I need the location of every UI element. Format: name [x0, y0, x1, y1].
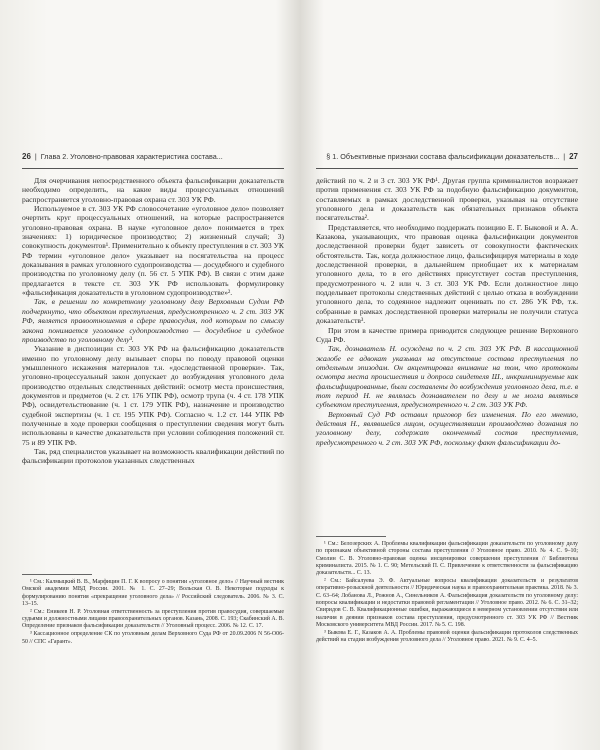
paragraph: При этом в качестве примера приводится следующее решение Верховного Суда РФ. [316, 325, 578, 344]
paragraph: Так, ряд специалистов указывает на возможность квалификации действий по фальсификации протоколов указанных следственных [22, 446, 284, 466]
left-page-header: 26 | Глава 2. Уголовно-правовая характеристика состава... [22, 152, 223, 161]
paragraph: Указание в диспозиции ст. 303 УК РФ на фальсификацию доказательств именно по уголовному делу вызывает споры по поводу правовой оценки умышленного искажения материалов т.н. «доследственной проверки». Так, уголовно-процессуальный закон допускает до возбуждения уголовного дела производство отдельных следственных действий: осмотр места происшествия, документов и предметов (ч. 2 ст. 176 УПК РФ), осмотр трупа (ч. 4 ст. 178 УПК РФ), освидетельствование (ч. 1 ст. 179 УПК РФ), назначение и производство судебной экспертизы (ч. 1 ст. 195 УПК РФ). Согласно ч. 1.2 ст. 144 УПК РФ полученные в ходе проверки сообщения о преступлении сведения могут быть использованы в качестве доказательств при условии соблюдения положений ст. 75 и 89 УПК РФ. [22, 344, 284, 447]
paragraph: Так, в решении по конкретному уголовному делу Верховным Судом РФ подчеркнуто, что объектом преступления, предусмотренного ч. 2 ст. 303 УК РФ, является правоотношения в сфере правосудия, под которым по смыслу закона понимается уголовное судопроизводство — досудебное и судебное производство по уголовному делу³. [22, 297, 284, 344]
right-page-number: 27 [569, 152, 578, 161]
paragraph: действий по ч. 2 и 3 ст. 303 УК РФ¹. Другая группа криминалистов возражает против применения ст. 303 УК РФ за подобную фальсификацию документов, составляемых в рамках доследственной проверки, указывая на отсутствие уголовного дела и доказательств как обязательных признаков объекта посягательства². [316, 176, 578, 223]
right-footnotes [316, 541, 578, 645]
left-running-head: Глава 2. Уголовно-правовая характеристика состава... [40, 152, 223, 161]
left-footnotes [22, 579, 284, 646]
right-page-header: § 1. Объективные признаки состава фальсификации доказательств... | 27 [326, 152, 578, 161]
footnote: ² См.: Байсалуева Э. Ф. Актуальные вопросы квалификации доказательств и результатов оперативно-розыскной деятельности // Юридическая наука и правоохранительная практика. 2018. № 3. С. 63–64; Лобанова Л., Рожнов А., Синельников А. Фальсификация доказательств по уголовному делу: вопросы квалификации и недостатки правовой регламентации // Уголовное право. 2012. № 6. С. 31–32; Свиридов С. В. Квалификационные ошибки, выражающиеся в неверном установлении отсутствия или наличия в деянии признаков состава преступления, предусмотренного ст. 303 УК РФ // Вестник Московского университета МВД России. 2017. № 5. С. 198. [316, 578, 578, 628]
left-footnote-rule [22, 574, 92, 575]
footnote: ¹ См.: Калмыцкий В. В., Марфицин П. Г. К вопросу о понятии «уголовное дело» // Научный вестник Омской академии МВД России. 2001. № 1. С. 27–29; Вольская О. В. Некоторые подходы к формулированию понятия «прекращение уголовного дела» // Российский следователь. 2006. № 3. С. 13–15. [22, 579, 284, 607]
paragraph: Для очерчивания непосредственного объекта фальсификации доказательств необходимо определить, на какие виды процессуальных отношений распространяется уголовно-правовая охрана ст. 303 УК РФ. [22, 176, 284, 204]
footnote: ¹ См.: Белозерских А. Проблемы квалификации фальсификации доказательств по уголовному делу по признакам объективной стороны состава преступления // Уголовное право. 2010. № 4. С. 9–10; Смолин С. В. Уголовно-правовая оценка инсценировки совершения преступления // Библиотека криминалиста. 2015. № 1. С. 90; Метельский П. С. Привлечение к ответственности за фальсификацию доказательств... С. 13. [316, 541, 578, 577]
paragraph: Используемое в ст. 303 УК РФ словосочетание «уголовное дело» позволяет очертить круг процессуальных отношений, на которые распространяется уголовно-правовая охрана. В науке «уголовное дело» понимается в трех значениях: 1) юридическое производство; 2) жизненный случай; 3) совокупность документов¹. Применительно к объекту преступления в ст. 303 УК РФ термин «уголовное дело» указывает на посягательства на процесс доказывания в рамках уголовного судопроизводства — досудебного и судебного производства по уголовному делу (п. 56 ст. 5 УПК РФ). В связи с этим даже предлагается в тексте ст. 303 УК РФ использовать формулировку «фальсификация доказательств в уголовном судопроизводстве»². [22, 204, 284, 298]
footnote: ² См.: Еникеев Н. Р. Уголовная ответственность за преступления против правосудия, совершаемые судьями и должностными лицами правоохранительных органов. Казань, 2008. С. 193; Скабинский А. В. Определение признаков фальсификации доказательств // Уголовный процесс. 2006. № 12. С. 17. [22, 608, 284, 630]
footnote: ³ Кассационное определение СК по уголовным делам Верховного Суда РФ от 20.09.2006 N 56-О06-50 // СПС «Гарант». [22, 631, 284, 645]
right-page-body [316, 176, 578, 447]
right-footnote-rule [316, 536, 386, 537]
paragraph: Так, дознаватель Н. осуждена по ч. 2 ст. 303 УК РФ. В кассационной жалобе ее адвокат указывал на отсутствие состава преступления по отдельным эпизодам. Он акцентировал внимание на том, что протоколы осмотра места происшествия и допроса свидетеля Ш., инкриминируемые как фальсифицированные, были составлены до возбуждения уголовного дела, т.е. в тот период Н. не являлась дознавателем по делу и не могла являться субъектом преступления, предусмотренного ч. 2 ст. 303 УК РФ. [316, 344, 578, 410]
left-page-body [22, 176, 284, 466]
left-header-rule [22, 168, 284, 169]
footnote: ³ Быкова Е. Г., Казаков А. А. Проблемы правовой оценки фальсификации протоколов следственных действий на стадии возбуждения уголовного дела // Уголовное право. 2021. № 9. С. 4–5. [316, 629, 578, 644]
right-running-head: § 1. Объективные признаки состава фальсификации доказательств... [326, 152, 560, 161]
right-header-rule [316, 168, 578, 169]
paragraph: Представляется, что необходимо поддержать позицию Е. Г. Быковой и А. А. Казакова, указывающих, что правовая оценка фальсификации документов доследственной проверки будет зависеть от совокупности фактических обстоятельств. Так, когда должностное лицо, фальсифицируя материалы в ходе доследственной проверки, в дальнейшем приобщает их к материалам уголовного дела, то в его действиях присутствует состав преступления, предусмотренного ч. 2 или ч. 3 ст. 303 УК РФ. Если должностное лицо подделывает протоколы следственных действий с целью отказа в возбуждении уголовного дела, то содеянное надлежит оценивать по ст. 286 УК РФ, т.к. собранные в рамках доследственной проверки материалы не получили статуса доказательств³. [316, 222, 578, 326]
paragraph: Верховный Суд РФ оставил приговор без изменения. По его мнению, действия Н., являвшейся лицом, осуществлявшим производство дознания по уголовному делу, содержат оконченный состав преступления, предусмотренного ч. 2 ст. 303 УК РФ, поскольку факт фальсификации до- [316, 409, 578, 447]
left-page-number: 26 [22, 152, 31, 161]
